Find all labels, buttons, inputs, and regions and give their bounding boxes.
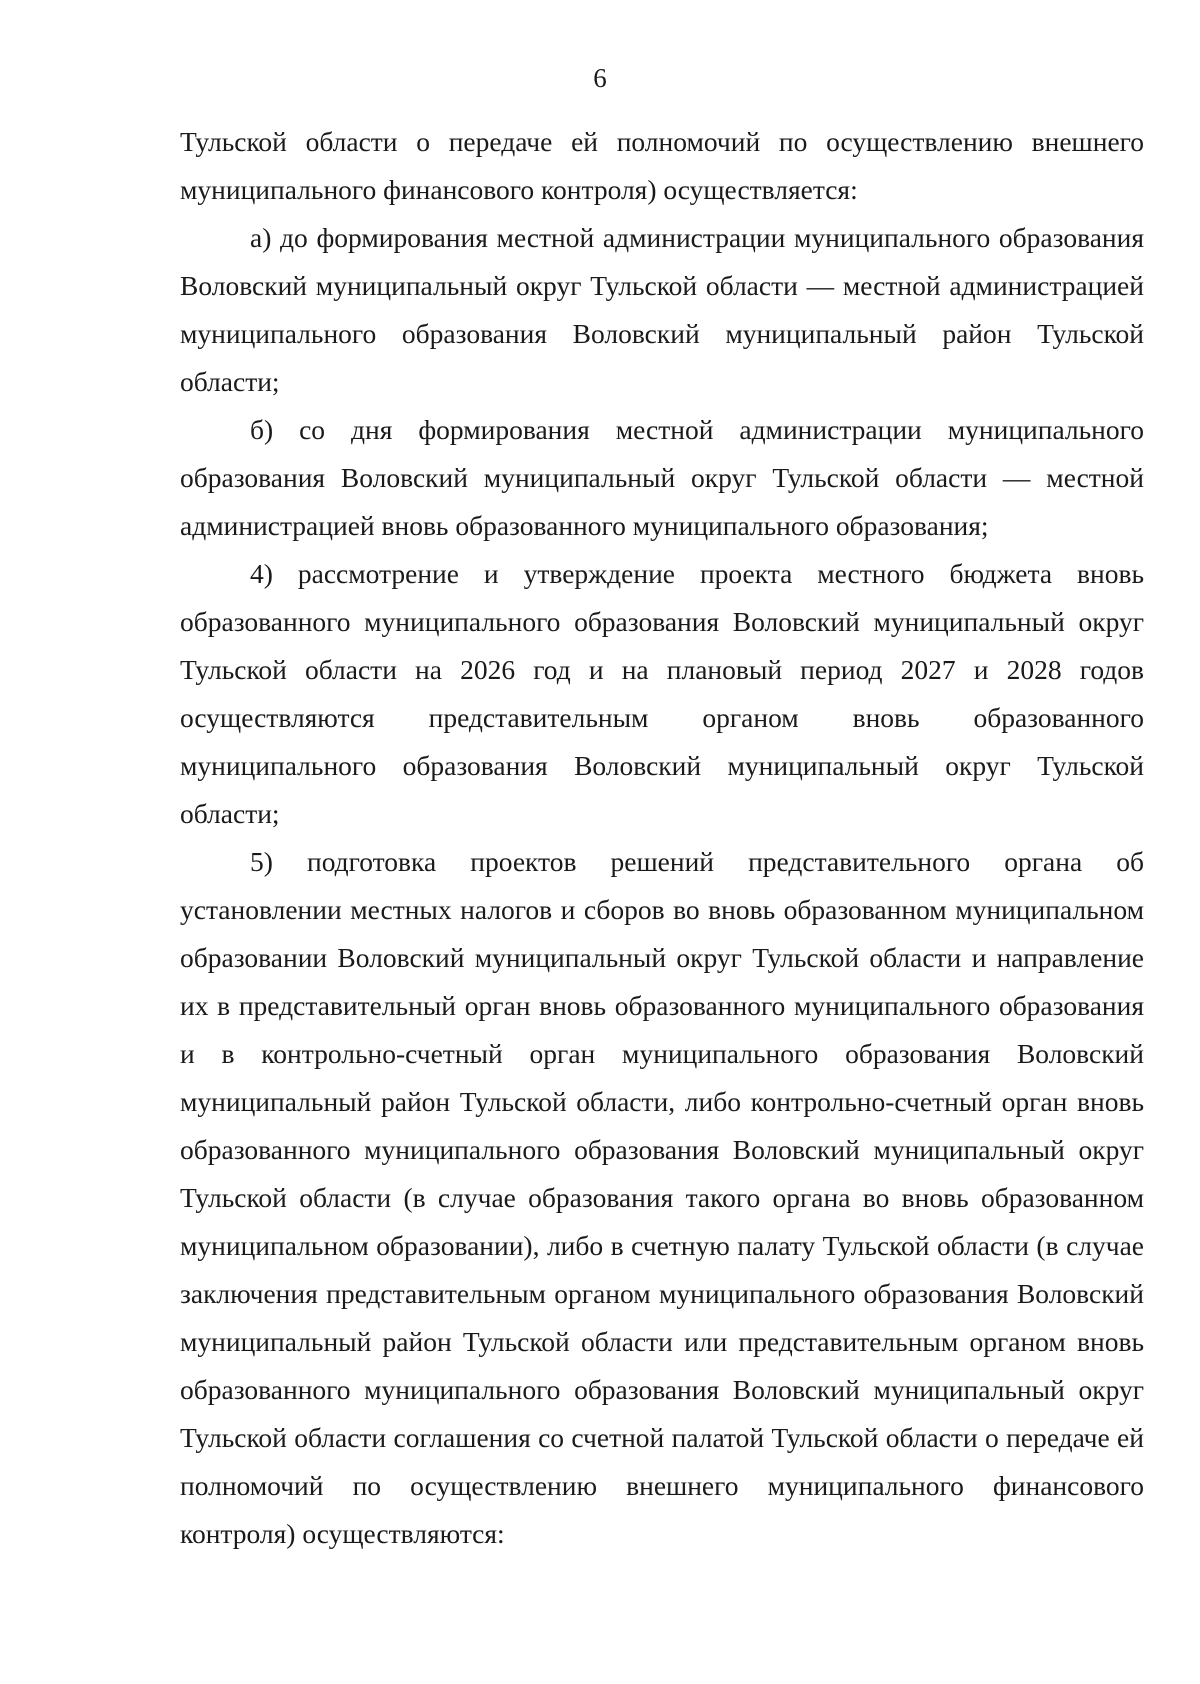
paragraph-item-5: 5) подготовка проектов решений представительного органа об установлении местных налогов и сборов во вновь образованном муниципальном образовании Воловский муниципальный округ Тульской области и направление их в представительный орган вновь образованного муниципального образования и в контрольно-счетный орган муниципального образования Воловский муниципальный район Тульской области, либо контрольно-счетный орган вновь образованного муниципального образования Воловский муниципальный округ Тульской области (в случае образования такого органа во вновь образованном муниципальном образовании), либо в счетную палату Тульской области (в случае заключения представительным органом муниципального образования Воловский муниципальный район Тульской области или представительным органом вновь образованного муниципального образования Воловский муниципальный округ Тульской области соглашения со счетной палатой Тульской области о передаче ей полномочий по осуществлению внешнего муниципального финансового контроля) осуществляются: — [180, 846, 1144, 1549]
paragraph-item-4: 4) рассмотрение и утверждение проекта местного бюджета вновь образованного муниципального образования Воловский муниципальный округ Тульской области на 2026 год и на плановый период 2027 и 2028 годов осуществляются представительным органом вновь образованного муниципального образования Воловский муниципальный округ Тульской области; — [180, 558, 1144, 829]
page-number: 6 — [593, 63, 607, 93]
paragraph-item-b: б) со дня формирования местной администрации муниципального образования Воловский муниципальный округ Тульской области — местной администрацией вновь образованного муниципального образования; — [180, 414, 1144, 541]
document-body — [180, 118, 1144, 1558]
paragraph-item-a: а) до формирования местной администрации муниципального образования Воловский муниципальный округ Тульской области — местной администрацией муниципального образования Воловский муниципальный район Тульской области; — [180, 222, 1144, 397]
paragraph-continuation: Тульской области о передаче ей полномочий по осуществлению внешнего муниципального финансового контроля) осуществляется: — [180, 126, 1144, 205]
